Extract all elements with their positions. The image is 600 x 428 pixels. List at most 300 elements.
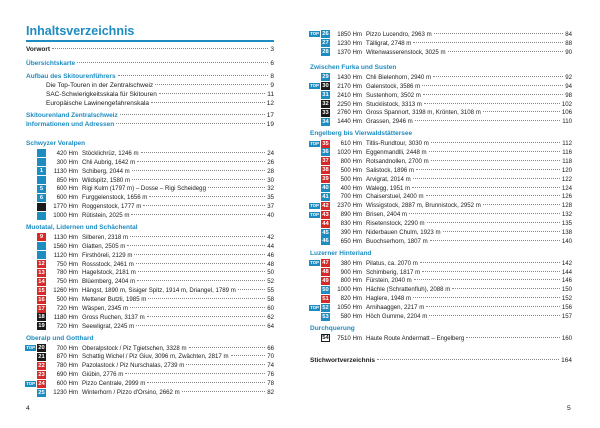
dot-leader [238,289,265,290]
tour-number-badge: 17 [38,305,45,312]
toc-entry-label: Aufbau des Skitourenführers [26,72,116,80]
toc-entry-label: Übersichtskarte [26,59,76,67]
tour-page: 42 [267,233,274,241]
tour-number-badge: 20 [38,345,45,352]
tour-page: 24 [267,149,274,157]
dot-leader [137,280,265,281]
tour-elevation-gain: 1020 Hm [337,148,362,156]
dot-leader [149,196,265,197]
dot-leader [429,151,561,152]
dot-leader [155,84,268,85]
dot-leader [431,160,561,161]
tour-elevation-gain: 750 Hm [56,260,78,268]
tour-entry [310,148,572,157]
tour-name: Brisen, 2404 m [366,211,407,219]
tour-entry [310,100,572,109]
tour-number-badge: 54 [322,335,329,342]
tour-name: Eggenmandlli, 2448 m [366,148,427,156]
dot-leader [182,391,266,392]
tour-name: Gross Spannort, 3198 m, Krönten, 3108 m [366,109,481,117]
dot-leader [137,161,265,162]
toc-index [310,357,572,366]
tour-name: Wäspen, 2345 m [82,305,129,312]
tour-number-badge: 38 [322,167,329,174]
tour-name: Pizzo Lucendro, 2963 m [366,30,432,38]
tour-number-badge: 33 [322,109,329,116]
tour-name: Schimberig, 1817 m [366,268,421,276]
tour-number-badge [37,203,46,211]
toc-entry-page: 19 [266,121,274,129]
toc-entry [310,357,572,366]
tour-name: Oberalpstock / Piz Tgietschen, 3328 m [82,344,187,352]
tour-name: Schattig Wichel / Piz Giuv, 3096 m, Zwächten, 2817 m [82,353,229,361]
tour-name: Fürstein, 2040 m [366,277,412,285]
tour-entry [310,91,572,100]
tour-number-badge: 23 [38,371,45,378]
tour-number-badge: 37 [322,158,329,165]
dot-leader [448,51,564,52]
dot-leader [132,179,265,180]
tour-name: Haute Route Andermatt – Engelberg [366,334,465,342]
tour-entry [310,312,572,321]
top-tour-badge: TOP [26,380,35,386]
tour-page: 70 [267,353,274,361]
tour-number-badge [37,149,46,157]
tour-number-badge [37,242,46,250]
top-tour-badge: TOP [310,304,319,310]
top-tour-badge: TOP [310,211,319,217]
tour-entry [26,304,274,313]
tour-elevation-gain: 690 Hm [56,371,78,379]
tour-number-badge: 40 [322,185,329,192]
top-tour-badge: TOP [310,83,319,89]
tour-number-badge: 26 [322,31,329,38]
tour-page: 78 [267,380,274,388]
tour-entry [310,219,572,228]
tour-elevation-gain: 580 Hm [340,313,362,321]
dot-leader [414,279,560,280]
tour-name: Pilatus, ca. 2070 m [366,259,418,267]
tour-elevation-gain: 2760 Hm [337,109,362,117]
tour-page: 26 [267,158,274,166]
tour-entry [310,210,572,219]
tour-page: 116 [562,148,572,156]
tour-name: Schiberg, 2044 m [82,167,130,175]
dot-leader [208,187,265,188]
tour-entry [310,228,572,237]
top-slot [310,141,321,147]
toc-entry-page: 3 [270,46,274,53]
dot-leader [141,152,266,153]
toc-entry-page: 9 [270,81,274,89]
tour-page: 82 [267,389,274,397]
toc-front-matter [26,46,274,130]
tour-name: Hagelstock, 2181 m [82,269,136,277]
page-title: Inhaltsverzeichnis [26,24,135,38]
tour-entry [26,176,274,185]
tour-elevation-gain: 390 Hm [340,229,362,236]
tour-page: 28 [267,167,274,175]
dot-leader [136,325,265,326]
tour-page: 35 [267,194,274,202]
top-slot [310,83,321,89]
tour-number-badge: 43 [322,211,329,218]
tour-entry [310,117,572,126]
tour-elevation-gain: 780 Hm [56,269,78,277]
tour-elevation-gain: 850 Hm [56,176,78,184]
dot-leader [430,240,560,241]
tour-elevation-gain: 1230 Hm [53,389,78,397]
tour-page: 60 [267,305,274,312]
tour-elevation-gain: 600 Hm [56,185,78,193]
tour-name: Salistock, 1896 m [366,166,415,174]
tour-elevation-gain: 610 Hm [340,140,362,148]
tour-page: 90 [565,48,572,56]
toc-tour-sections [310,64,572,343]
dot-leader [483,111,560,112]
tour-elevation-gain: 300 Hm [56,158,78,166]
tour-elevation-gain: 820 Hm [340,295,362,303]
dot-leader [134,254,265,255]
tour-number-badge: 51 [322,295,329,302]
tour-number-badge: 53 [322,313,329,320]
tour-entry [26,158,274,167]
dot-leader [431,142,561,143]
tour-page: 40 [267,212,274,220]
dot-leader [412,187,560,188]
dot-leader [427,222,560,223]
tour-page: 140 [561,237,572,245]
tour-entry [26,379,274,388]
tour-elevation-gain: 650 Hm [340,237,362,245]
dot-leader [127,245,265,246]
tour-entry [310,201,572,210]
tour-number-badge: 21 [38,353,45,360]
tour-number-badge: 1 [37,167,46,175]
tour-elevation-gain: 500 Hm [340,166,362,174]
tour-page: 122 [561,175,572,183]
dot-leader [148,298,265,299]
toc-entry [26,46,274,55]
tour-entry [26,211,274,220]
toc-entry-page: 12 [266,99,274,107]
tour-number-badge: 12 [38,261,45,268]
tour-number-badge: 46 [322,238,329,245]
tour-name: Giübin, 2776 m [82,371,124,379]
tour-entry [26,242,274,251]
tour-entry [310,334,572,343]
tour-elevation-gain: 890 Hm [340,211,362,219]
toc-entry-page: 6 [270,59,274,67]
section-heading: Luzerner Hinterland [310,249,372,257]
tour-page: 157 [561,313,572,321]
tour-name: Galenstock, 3586 m [366,82,421,90]
tour-entry [310,184,572,193]
tour-number-badge: 32 [322,101,329,108]
tour-number-badge: 36 [322,149,329,156]
title-rule [26,40,274,42]
top-slot [310,305,321,311]
dot-leader [423,94,563,95]
tour-page: 146 [561,277,572,285]
tour-number-badge: 16 [38,296,45,303]
dot-leader [151,102,265,103]
tour-number-badge: 5 [37,185,46,193]
tour-page: 92 [565,73,572,81]
tour-elevation-gain: 2170 Hm [337,82,362,90]
tour-entry [26,370,274,379]
top-slot [310,203,321,209]
tour-page: 142 [561,259,572,267]
tour-elevation-gain: 1130 Hm [53,167,78,175]
tour-page: 32 [267,185,274,193]
tour-entry [310,108,572,117]
dot-leader [422,271,560,272]
dot-leader [466,337,560,338]
dot-leader [132,170,265,171]
tour-entry [26,361,274,370]
top-tour-badge: TOP [310,202,319,208]
tour-page: 58 [267,296,274,304]
tour-name: Niderbauen Chulm, 1923 m [366,229,441,236]
toc-entry [26,112,274,121]
tour-page: 150 [561,286,572,294]
toc-entry-label: Stichwortverzeichnis [310,357,376,364]
tour-page: 124 [561,184,572,192]
tour-number-badge: 14 [38,278,45,285]
tour-entry [310,166,572,175]
tour-name: Titlis-Rundtour, 3030 m [366,140,429,148]
tour-entry [26,388,274,397]
tour-elevation-gain: 1440 Hm [337,118,362,126]
tour-entry [310,294,572,303]
tour-elevation-gain: 830 Hm [340,220,362,228]
toc-entry-label: SAC-Schwierigkeitsskala für Skitouren [46,90,157,98]
toc-entry [26,100,274,109]
toc-tour-sections [26,140,274,397]
tour-entry [26,184,274,193]
tour-elevation-gain: 1120 Hm [53,251,78,259]
tour-page: 64 [267,322,274,330]
tour-page: 144 [561,268,572,276]
tour-name: Haglere, 1948 m [366,295,412,303]
tour-page: 102 [561,100,572,108]
dot-leader [413,297,560,298]
tour-number-badge [37,251,46,259]
tour-entry [310,157,572,166]
tour-page: 62 [267,313,274,321]
tour-number-badge [37,176,46,184]
dot-leader [433,76,563,77]
tour-name: Chli Bielenhorn, 2940 m [366,73,432,81]
tour-elevation-gain: 2370 Hm [337,202,362,210]
tour-elevation-gain: 1180 Hm [53,313,78,321]
tour-name: Winterhorn / Pizzo d'Orsino, 2662 m [82,389,180,397]
tour-entry [310,82,572,91]
tour-name: Rütistein, 2025 m [82,212,130,220]
page-number: 5 [567,405,571,412]
top-slot [310,212,321,218]
tour-number-badge: 39 [322,176,329,183]
dot-leader [416,169,560,170]
tour-name: Rotsandnollen, 2700 m [366,157,429,165]
tour-elevation-gain: 1130 Hm [53,233,78,241]
tour-entry [310,277,572,286]
tour-name: Buochserhorn, 1807 m [366,237,428,245]
tour-entry [26,353,274,362]
right-page [300,0,600,428]
dot-leader [147,382,265,383]
dot-leader [420,262,560,263]
dot-leader [147,316,266,317]
toc-entry [26,121,274,130]
tour-entry [26,193,274,202]
tour-number-badge: 35 [322,140,329,147]
tour-page: 118 [562,157,572,165]
dot-leader [143,205,265,206]
tour-page: 66 [267,344,274,352]
toc-entry-page: 11 [267,90,274,98]
tour-number-badge: 49 [322,277,329,284]
tour-elevation-gain: 1560 Hm [53,242,78,250]
tour-elevation-gain: 900 Hm [340,268,362,276]
tour-number-badge: 47 [322,260,329,267]
dot-leader [130,307,265,308]
tour-number-badge: 13 [38,269,45,276]
tour-page: 94 [565,82,572,90]
tour-number-badge: 48 [322,269,329,276]
dot-leader [415,120,561,121]
tour-number-badge: 45 [322,229,329,236]
tour-elevation-gain: 1850 Hm [337,30,362,38]
tour-number-badge: 9 [37,233,46,241]
section-heading: Durchquerung [310,324,355,332]
tour-name: Blüemberg, 2404 m [82,278,136,286]
tour-name: Firsthöreli, 2129 m [82,251,133,259]
tour-number-badge: 50 [322,286,329,293]
tour-elevation-gain: 400 Hm [340,184,362,192]
tour-entry [26,233,274,242]
tour-page: 120 [561,166,572,174]
dot-leader [483,204,560,205]
tour-elevation-gain: 870 Hm [56,353,78,361]
tour-page: 138 [561,229,572,236]
tour-name: Silberen, 2318 m [82,233,129,241]
tour-number-badge [37,212,46,220]
tour-entry [26,286,274,295]
tour-name: Chli Aubrig, 1642 m [82,158,136,166]
tour-name: Pazolastock / Piz Nurschalas, 2739 m [82,362,185,370]
dot-leader [434,33,564,34]
tour-entry [310,259,572,268]
tour-entry [26,202,274,211]
tour-number-badge: 22 [38,362,45,369]
top-tour-badge: TOP [26,345,35,351]
tour-entry [26,251,274,260]
tour-page: 30 [267,176,274,184]
tour-number-badge: 18 [38,314,45,321]
tour-number-badge: 41 [322,193,329,200]
tour-elevation-gain: 600 Hm [56,380,78,388]
tour-number-badge: 42 [322,202,329,209]
tour-number-badge: 24 [38,380,45,387]
tour-number-badge: 44 [322,220,329,227]
tour-elevation-gain: 1000 Hm [337,286,362,294]
tour-page: 50 [267,269,274,277]
tour-elevation-gain: 1260 Hm [53,287,78,295]
tour-page: 44 [267,242,274,250]
tour-entry [310,268,572,277]
tour-page: 112 [562,140,572,148]
tour-name: Gross Ruchen, 3137 m [82,313,145,321]
dot-leader [409,213,560,214]
tour-elevation-gain: 720 Hm [56,322,78,330]
tour-name: Rossstock, 2461 m [82,260,134,268]
tour-number-badge: 34 [322,118,329,125]
tour-elevation-gain: 500 Hm [56,296,78,304]
dot-leader [116,123,265,124]
tour-page: 132 [561,211,572,219]
toc-entry [26,73,274,82]
tour-page: 135 [561,220,572,228]
dot-leader [186,364,265,365]
toc-entry [26,82,274,91]
tour-number-badge: 6 [37,194,46,202]
tour-elevation-gain: 1050 Hm [337,304,362,312]
tour-elevation-gain: 800 Hm [340,157,362,165]
dot-leader [52,48,268,49]
page-number: 4 [26,405,30,412]
tour-name: Stöcklichrüz, 1246 m [82,149,139,157]
tour-number-badge: 27 [322,40,329,47]
tour-name: Sustenhorn, 3502 m [366,91,421,99]
dot-leader [120,114,265,115]
tour-entry [310,237,572,246]
tour-name: Arvigrat, 2014 m [366,175,411,183]
tour-elevation-gain: 1430 Hm [337,73,362,81]
tour-page: 160 [561,334,572,342]
dot-leader [413,178,560,179]
tour-elevation-gain: 780 Hm [56,362,78,370]
tour-page: 156 [561,304,572,312]
tour-entry [310,30,572,39]
dot-leader [130,236,265,237]
section-heading: Zwischen Furka und Susten [310,64,397,71]
tour-entry [26,277,274,286]
tour-name: Furggelenstock, 1656 m [82,194,148,202]
tour-entry [310,48,572,57]
tour-page: 37 [267,203,274,211]
toc-entry-label: Die Top-Touren in der Zentralschweiz [46,81,154,89]
tour-page: 55 [267,287,274,295]
tour-name: Mettener Butzli, 1985 m [82,296,147,304]
tour-elevation-gain: 1000 Hm [53,212,78,220]
tour-elevation-gain: 2410 Hm [337,91,362,99]
tour-page: 128 [561,202,572,210]
tour-page: 74 [267,362,274,370]
tour-page: 46 [267,251,274,259]
dot-leader [443,231,560,232]
tour-elevation-gain: 420 Hm [56,149,78,157]
tour-name: Wildspitz, 1580 m [82,176,131,184]
tour-name: Stucklistock, 3313 m [366,100,422,108]
tour-entry [26,313,274,322]
tour-elevation-gain: 700 Hm [340,193,362,201]
tour-entry [310,139,572,148]
tour-page: 110 [562,118,572,126]
tour-page: 52 [267,278,274,286]
tour-name: Witenwasserenstock, 3025 m [366,48,446,56]
